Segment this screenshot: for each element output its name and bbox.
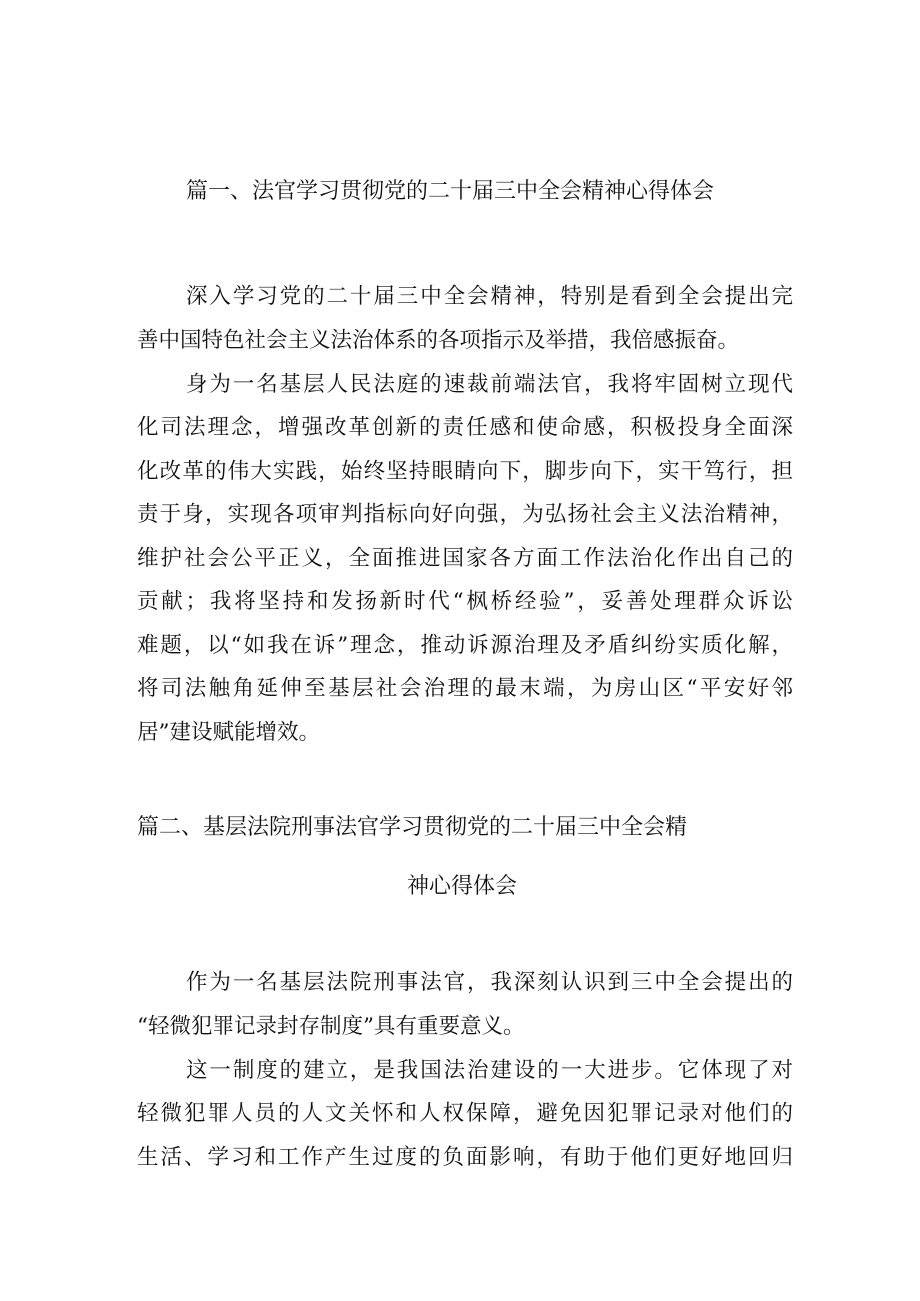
section1-paragraph2-line: 将司法触角延伸至基层社会治理的最末端，为房山区“平安好邻 <box>137 676 793 701</box>
section2-title-line2: 神心得体会 <box>407 874 518 899</box>
section2-paragraph2-line: 这一制度的建立，是我国法治建设的一大进步。它体现了对 <box>186 1058 793 1083</box>
section1-paragraph2-line: 化改革的伟大实践，始终坚持眼睛向下，脚步向下，实干笃行，担 <box>137 459 793 484</box>
section1-paragraph1-line: 深入学习党的二十届三中全会精神，特别是看到全会提出完 <box>186 284 793 309</box>
section1-paragraph2-line: 贡献；我将坚持和发扬新时代“枫桥经验”，妥善处理群众诉讼 <box>137 589 793 614</box>
section1-paragraph2-line: 化司法理念，增强改革创新的责任感和使命感，积极投身全面深 <box>137 415 793 440</box>
section2-paragraph2-line: 生活、学习和工作产生过度的负面影响，有助于他们更好地回归 <box>137 1145 793 1170</box>
section1-paragraph2-line: 维护社会公平正义，全面推进国家各方面工作法治化作出自己的 <box>137 546 793 571</box>
section2-paragraph1-line: “轻微犯罪记录封存制度”具有重要意义。 <box>137 1014 525 1039</box>
section1-paragraph2-line: 居”建设赋能增效。 <box>137 720 320 745</box>
section1-paragraph1-line: 善中国特色社会主义法治体系的各项指示及举措，我倍感振奋。 <box>137 328 740 353</box>
section2-title-line1: 篇二、基层法院刑事法官学习贯彻党的二十届三中全会精 <box>137 815 688 840</box>
section1-title: 篇一、法官学习贯彻党的二十届三中全会精神心得体会 <box>186 179 715 204</box>
section1-paragraph2-line: 身为一名基层人民法庭的速裁前端法官，我将牢固树立现代 <box>186 372 793 397</box>
section1-paragraph2-line: 责于身，实现各项审判指标向好向强，为弘扬社会主义法治精神， <box>137 502 793 527</box>
section2-paragraph2-line: 轻微犯罪人员的人文关怀和人权保障，避免因犯罪记录对他们的 <box>137 1101 793 1126</box>
section2-paragraph1-line: 作为一名基层法院刑事法官，我深刻认识到三中全会提出的 <box>186 970 793 995</box>
section1-paragraph2-line: 难题，以“如我在诉”理念，推动诉源治理及矛盾纠纷实质化解， <box>137 633 793 658</box>
